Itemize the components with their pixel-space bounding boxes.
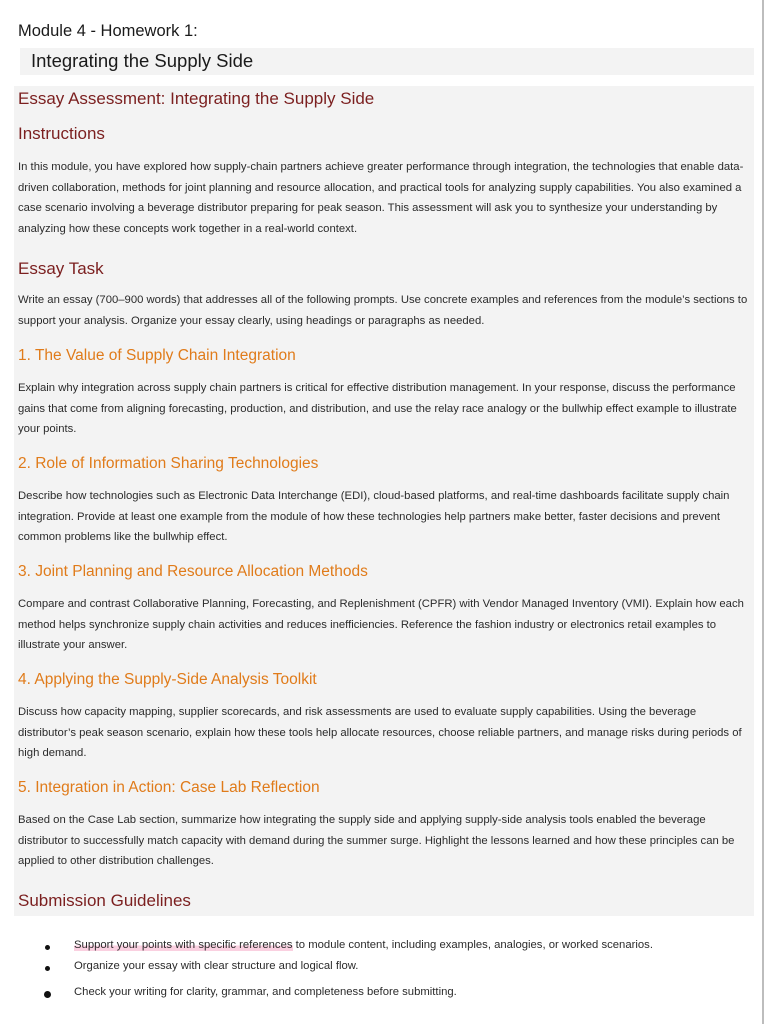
list-item-text [74,939,653,951]
bullet-icon [45,945,50,950]
list-item-rest: to module content, including examples, analogies, or worked scenarios. [292,939,653,951]
prompt-2-paragraph: Describe how technologies such as Electronic Data Interchange (EDI), cloud-based platforms, and real-time dashboards facilitate supply chain integration. Provide at least one example from the module of how these technologies help partners make better, faster decisions and prevent common problems like the bullwhip effect. [18,490,730,544]
prompt-4-heading: 4. Applying the Supply-Side Analysis Toolkit [18,671,317,688]
instructions-heading: Instructions [18,124,105,143]
prompt-2-heading: 2. Role of Information Sharing Technologies [18,455,319,472]
submission-heading: Submission Guidelines [18,891,191,910]
page-title: Integrating the Supply Side [31,50,254,71]
module-label: Module 4 - Homework 1: [18,22,198,40]
assessment-heading: Essay Assessment: Integrating the Supply Side [18,89,375,108]
prompt-1-paragraph: Explain why integration across supply chain partners is critical for effective distribution management. In your response, discuss the performance gains that come from aligning forecasting, production, and distribution, and use the relay race analogy or the bullwhip effect example to illustrate your points. [18,382,737,436]
prompt-4-paragraph: Discuss how capacity mapping, supplier scorecards, and risk assessments are used to evaluate supply capabilities. Using the beverage distributor’s peak season scenario, explain how these tools help allocate resources, choose reliable partners, and manage risks during periods of high demand. [18,706,742,760]
list-item-text: Organize your essay with clear structure and logical flow. [74,960,359,972]
prompt-5-heading: 5. Integration in Action: Case Lab Reflection [18,779,320,796]
prompt-5-paragraph: Based on the Case Lab section, summarize how integrating the supply side and applying supply-side analysis tools enabled the beverage distributor to successfully match capacity with demand during the summer surge. Highlight the lessons learned and how these principles can be applied to other distribution challenges. [18,814,735,868]
prompt-3-paragraph: Compare and contrast Collaborative Planning, Forecasting, and Replenishment (CPFR) with Vendor Managed Inventory (VMI). Explain how each method helps synchronize supply chain activities and reduces inefficiencies. Reference the fashion industry or electronics retail examples to illustrate your answer. [18,598,744,652]
essay-task-heading: Essay Task [18,259,104,278]
bullet-icon [44,991,51,998]
highlighted-text: Support your points with specific references [74,939,293,951]
prompt-1-heading: 1. The Value of Supply Chain Integration [18,347,296,364]
list-item-text: Check your writing for clarity, grammar, and completeness before submitting. [74,986,457,998]
essay-task-paragraph: Write an essay (700–900 words) that addresses all of the following prompts. Use concrete examples and references from the module’s sections to support your analysis. Organize your essay clearly, using headings or paragraphs as needed. [18,294,748,327]
instructions-paragraph: In this module, you have explored how supply-chain partners achieve greater performance through integration, the technologies that enable data-driven collaboration, methods for joint planning and resource allocation, and practical tools for analyzing supply capabilities. You also examined a case scenario involving a beverage distributor preparing for peak season. This assessment will ask you to synthesize your understanding by analyzing how these concepts work together in a real-world context. [18,161,744,236]
bullet-icon [45,966,50,971]
prompt-3-heading: 3. Joint Planning and Resource Allocation Methods [18,563,368,580]
